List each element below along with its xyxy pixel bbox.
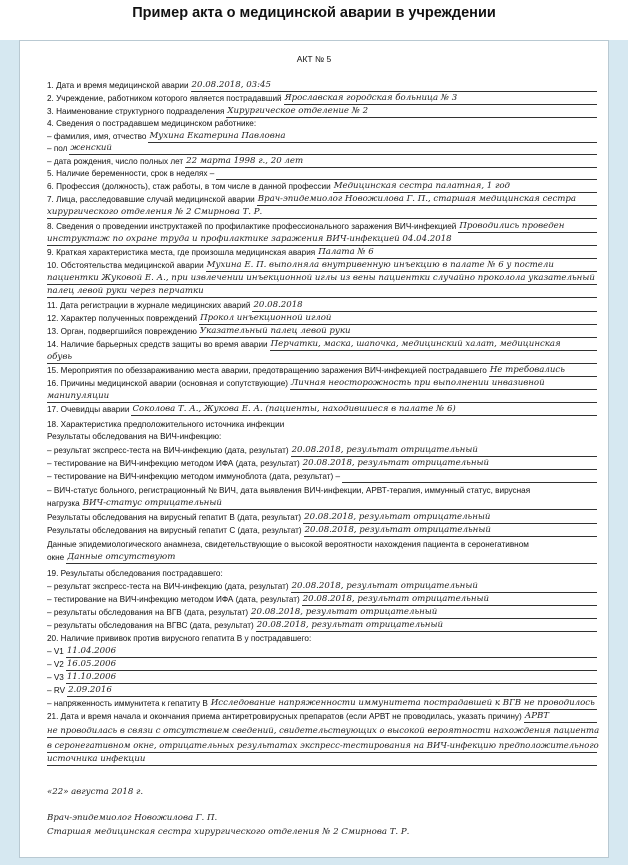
row-label: – фамилия, имя, отчество [47, 132, 147, 141]
row-label: – V2 [47, 660, 64, 669]
fill-line [47, 737, 597, 738]
footer-date: «22» августа 2018 г. [47, 787, 144, 797]
footer-signer-2: Старшая медицинская сестра хирургического отделения № 2 Смирнова Т. Р. [47, 827, 410, 837]
row-label: Результаты обследования на вирусный гепатит С (дата, результат) [47, 526, 302, 535]
act-row [0, 118, 628, 130]
row-value: 20.08.2018, результат отрицательный [251, 607, 438, 617]
row-label: – результаты обследования на ВГВ (дата, результат) [47, 608, 249, 617]
act-row [0, 672, 628, 684]
fill-line [69, 154, 597, 155]
act-row [0, 273, 628, 285]
act-row [0, 552, 628, 564]
row-value: 11.04.2006 [66, 646, 117, 656]
footer-signer-1: Врач-эпидемиолог Новожилова Г. П. [47, 813, 218, 823]
act-row [0, 300, 628, 312]
row-label: – пол [47, 144, 68, 153]
row-value: Хирургическое отделение № 2 [227, 106, 369, 116]
row-value: 22 марта 1998 г., 20 лет [186, 156, 304, 166]
fill-line [302, 469, 597, 470]
act-row [0, 568, 628, 580]
act-row [0, 754, 628, 766]
row-value: хирургического отделения № 2 Смирнова Т. Р. [47, 207, 263, 217]
row-label: окне [47, 553, 65, 562]
act-row [0, 391, 628, 403]
row-value: 2.09.2016 [68, 685, 112, 695]
row-label: – результат экспресс-теста на ВИЧ-инфекцию (дата, результат) [47, 446, 289, 455]
fill-line [66, 563, 597, 564]
row-label: – результат экспресс-теста на ВИЧ-инфекцию (дата, результат) [47, 582, 289, 591]
row-value: 16.05.2006 [66, 659, 117, 669]
act-row [0, 659, 628, 671]
page-title: Пример акта о медицинской аварии в учреждении [132, 5, 496, 21]
row-value: 20.08.2018, 03:45 [191, 80, 271, 90]
fill-line [82, 509, 597, 510]
row-label: 18. Характеристика предположительного источника инфекции [47, 420, 285, 429]
row-label: – V3 [47, 673, 64, 682]
row-value: 20.08.2018, результат отрицательный [304, 512, 491, 522]
act-row [0, 352, 628, 364]
row-value: 20.08.2018, результат отрицательный [304, 525, 491, 535]
row-value: 20.08.2018 [253, 300, 303, 310]
row-value: АРВТ [524, 711, 550, 721]
act-row [0, 168, 628, 180]
row-value: Палата № 6 [318, 247, 374, 257]
act-row [0, 485, 628, 497]
row-label: Результаты обследования на ВИЧ-инфекцию: [47, 432, 222, 441]
row-value: не проводилась в связи с отсутствием сведений, свидетельствующих о высокой вероятности нахождения пациента [47, 726, 600, 736]
row-label: 11. Дата регистрации в журнале медицинских аварий [47, 301, 251, 310]
row-label: 1. Дата и время медицинской аварии [47, 81, 189, 90]
row-value: палец левой руки через перчатки [47, 286, 204, 296]
row-label: 2. Учреждение, работником которого является пострадавший [47, 94, 282, 103]
row-label: – результаты обследования на ВГВС (дата, результат) [47, 621, 254, 630]
fill-line [66, 670, 597, 671]
act-row [0, 620, 628, 632]
act-row [0, 741, 628, 753]
row-label: 10. Обстоятельства медицинской аварии [47, 261, 204, 270]
row-label: – V1 [47, 647, 64, 656]
row-value: Перчатки, маска, шапочка, медицинский халат, медицинская [270, 339, 561, 349]
row-value: Исследование напряженности иммунитета пострадавшей к ВГВ не проводилось [210, 698, 595, 708]
row-label: – RV [47, 686, 66, 695]
row-label: 7. Лица, расследовавшие случай медицинской аварии [47, 195, 255, 204]
act-row [0, 156, 628, 168]
row-value: Данные отсутствуют [67, 552, 176, 562]
row-value: инструктаж по охране труда и профилактике заражения ВИЧ-инфекцией 04.04.2018 [47, 234, 452, 244]
fill-line [66, 683, 597, 684]
fill-line [342, 482, 597, 483]
row-label: 19. Результаты обследования пострадавшего: [47, 569, 223, 578]
row-value: Не требовались [489, 365, 565, 375]
act-row [0, 581, 628, 593]
fill-line [458, 232, 597, 233]
row-value: Указательный палец левой руки [199, 326, 351, 336]
row-value: 11.10.2006 [66, 672, 117, 682]
fill-line [524, 722, 597, 723]
row-value: Прокол инъекционной иглой [200, 313, 332, 323]
row-value: Медицинская сестра палатная, 1 год [333, 181, 510, 191]
row-label: 21. Дата и время начала и окончания приема антиретровирусных препаратов (если АРВТ не проводилась, указать причину) [47, 712, 522, 721]
row-value: Соколова Т. А., Жукова Е. А. (пациенты, находившиеся в палате № 6) [132, 404, 456, 414]
row-label: 20. Наличие прививок против вирусного гепатита В у пострадавшего: [47, 634, 312, 643]
act-title: АКТ № 5 [296, 54, 332, 64]
act-row [0, 378, 628, 390]
fill-line [131, 415, 597, 416]
row-value: женский [70, 143, 112, 153]
row-label: – тестирование на ВИЧ-инфекцию методом ИФА (дата, результат) [47, 595, 300, 604]
row-label: 5. Наличие беременности, срок в неделях – [47, 169, 215, 178]
row-value: источника инфекции [47, 754, 146, 764]
row-label: 15. Мероприятия по обеззараживанию места аварии, предотвращению заражения ВИЧ-инфекцией пострадавшего [47, 366, 487, 375]
row-label: – тестирование на ВИЧ-инфекцию методом ИФА (дата, результат) [47, 459, 300, 468]
row-value: Личная неосторожность при выполнении инвазивной [291, 378, 545, 388]
row-value: Ярославская городская больница № 3 [284, 93, 458, 103]
act-row [0, 646, 628, 658]
row-label: 12. Характер полученных повреждений [47, 314, 198, 323]
row-label: 8. Сведения о проведении инструктажей по профилактике профессионального заражения ВИЧ-инфекцией [47, 222, 457, 231]
row-label: Результаты обследования на вирусный гепатит В (дата, результат) [47, 513, 302, 522]
act-row [0, 326, 628, 338]
act-row [0, 539, 628, 551]
act-row [0, 365, 628, 377]
fill-line [257, 205, 597, 206]
act-row [0, 194, 628, 206]
act-row [0, 234, 628, 246]
fill-line [290, 389, 597, 390]
row-value: 20.08.2018, результат отрицательный [291, 581, 478, 591]
act-row [0, 458, 628, 470]
fill-line [256, 631, 597, 632]
row-value: Мухина Екатерина Павловна [149, 131, 286, 141]
act-row [0, 594, 628, 606]
row-value: Мухина Е. П. выполняла внутривенную инъекцию в палате № 6 у постели [206, 260, 554, 270]
row-label: 3. Наименование структурного подразделения [47, 107, 225, 116]
act-row [0, 525, 628, 537]
row-value: Врач-эпидемиолог Новожилова Г. П., старшая медицинская сестра [257, 194, 577, 204]
fill-line [47, 297, 597, 298]
row-value: в серонегативном окне, отрицательных результатах экспресс-тестирования на ВИЧ-инфекцию предположительного [47, 741, 599, 751]
act-row [0, 607, 628, 619]
act-row [0, 498, 628, 510]
row-value: Проводились проведен [459, 221, 565, 231]
row-label: 17. Очевидцы аварии [47, 405, 130, 414]
act-row [0, 512, 628, 524]
row-label: Данные эпидемиологического анамнеза, свидетельствующие о высокой вероятности нахождения пациента в серонегативном [47, 540, 529, 549]
act-row [0, 698, 628, 710]
act-row [0, 633, 628, 645]
fill-line [47, 218, 597, 219]
row-label: 6. Профессия (должность), стаж работы, в том числе в данной профессии [47, 182, 331, 191]
act-row [0, 181, 628, 193]
row-label: 4. Сведения о пострадавшем медицинском работнике: [47, 119, 257, 128]
row-label: 16. Причины медицинской аварии (основная и сопутствующие) [47, 379, 289, 388]
act-row [0, 207, 628, 219]
act-row [0, 80, 628, 92]
row-label: 9. Краткая характеристика места, где произошла медицинская авария [47, 248, 316, 257]
act-row [0, 404, 628, 416]
row-value: 20.08.2018, результат отрицательный [256, 620, 443, 630]
row-label: 14. Наличие барьерных средств защиты во время аварии [47, 340, 268, 349]
act-row [0, 445, 628, 457]
act-row [0, 286, 628, 298]
row-label: – тестирование на ВИЧ-инфекцию методом иммуноблота (дата, результат) – [47, 472, 341, 481]
row-value: пациентки Жуковой Е. А., при извлечении инъекционной иглы из вены пациентки случайно проколола указательный [47, 273, 595, 283]
row-label: – дата рождения, число полных лет [47, 157, 184, 166]
row-value: 20.08.2018, результат отрицательный [302, 458, 490, 468]
act-row [0, 106, 628, 118]
act-row [0, 247, 628, 259]
row-value: 20.08.2018, результат отрицательный [291, 445, 478, 455]
row-value: манипуляции [47, 391, 110, 401]
act-row [0, 143, 628, 155]
act-row [0, 339, 628, 351]
row-value: ВИЧ-статус отрицательный [82, 498, 222, 508]
row-label: нагрузка [47, 499, 80, 508]
act-row [0, 93, 628, 105]
row-label: – напряженность иммунитета к гепатиту В [47, 699, 208, 708]
act-row [0, 685, 628, 697]
act-row [0, 726, 628, 738]
act-row [0, 419, 628, 431]
act-row [0, 260, 628, 272]
act-row [0, 711, 628, 723]
row-value: 20.08.2018, результат отрицательный [302, 594, 490, 604]
row-label: – ВИЧ-статус больного, регистрационный № ВИЧ, дата выявления ВИЧ-инфекции, АРВТ-терапия, иммунный статус, вирусная [47, 486, 531, 495]
fill-line [66, 657, 597, 658]
act-row [0, 431, 628, 443]
act-row [0, 221, 628, 233]
fill-line [304, 536, 597, 537]
fill-line [47, 765, 597, 766]
act-row [0, 313, 628, 325]
fill-line [270, 350, 597, 351]
row-label: 13. Орган, подвергшийся повреждению [47, 327, 197, 336]
row-value: обувь [47, 352, 73, 362]
act-row [0, 471, 628, 483]
